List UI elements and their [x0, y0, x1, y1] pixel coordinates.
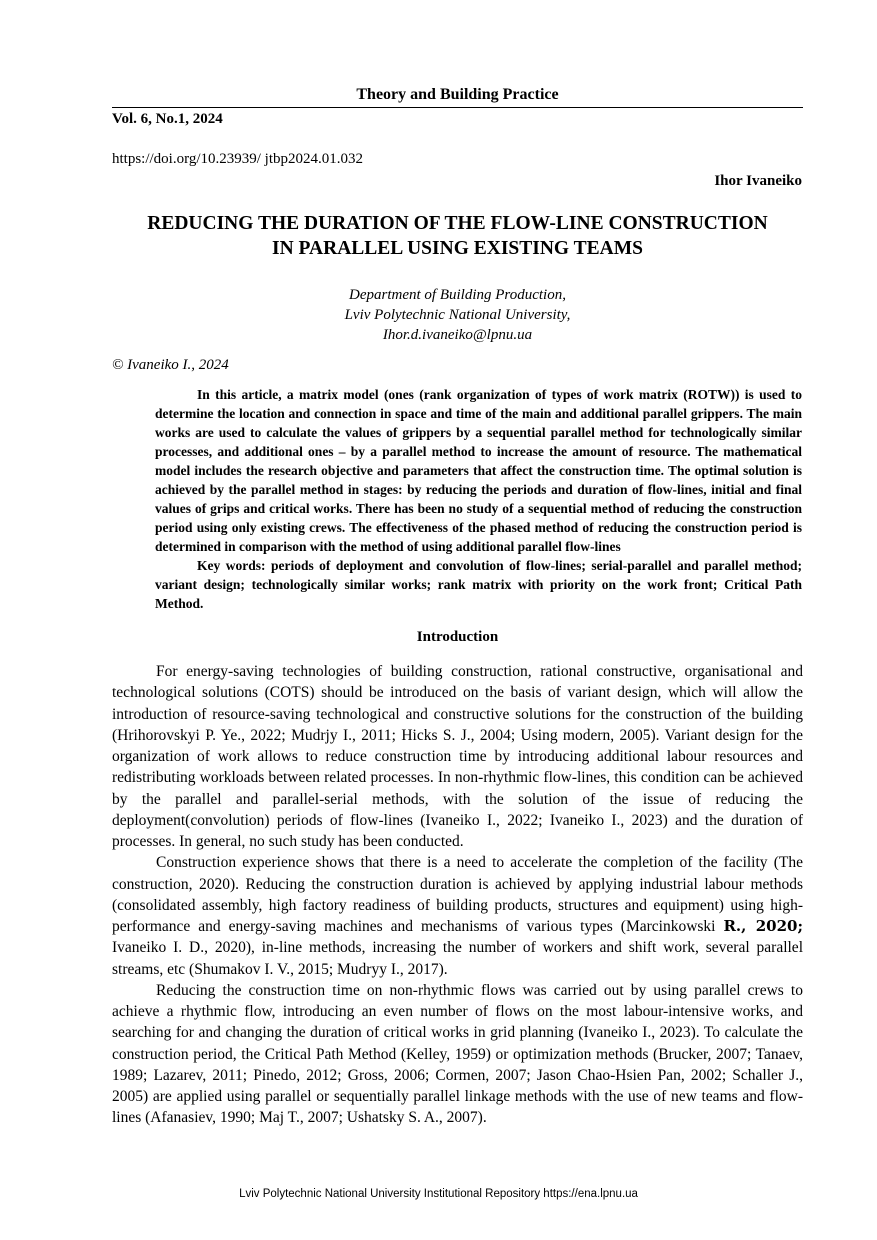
repository-footer: Lviv Polytechnic National University Institutional Repository https://ena.lpnu.ua — [239, 1188, 638, 1200]
paragraph-2-text-a: Construction experience shows that there is a need to accelerate the completion of the facility (The construction, 2020). Reducing the construction duration is achieved by applying industrial labour methods (consolidated assembly, high factory readiness of building products, structures and equipment) using high-performance and energy-saving machines and mechanisms of various types (Marcinkowski — [112, 854, 803, 935]
paragraph-3: Reducing the construction time on non-rhythmic flows was carried out by using parallel crews to achieve a rhythmic flow, introducing an even number of flows on the most labour-intensive works, and searching for and changing the duration of critical works in grid planning (Ivaneiko I., 2023). To calculate the construction period, the Critical Path Method (Kelley, 1959) or optimization methods (Brucker, 2007; Tanaev, 1989; Lazarev, 2011; Pinedo, 2012; Gross, 2006; Cormen, 2007; Jason Chao-Hsien Pan, 2002; Schaller J., 2005) are applied using parallel or sequentially parallel linkage methods with the use of new teams and flow-lines (Afanasiev, 1990; Maj T., 2007; Ushatsky S. A., 2007). — [112, 981, 803, 1127]
paragraph-2-text-b: Ivaneiko I. D., 2020), in-line methods, increasing the number of workers and shift work, several parallel streams, etc (Shumakov I. V., 2015; Mudryy I., 2017). — [112, 939, 803, 978]
section-heading-introduction: Introduction — [416, 629, 499, 645]
article-title-line-1: REDUCING THE DURATION OF THE FLOW-LINE CONSTRUCTION — [147, 213, 768, 234]
article-title — [112, 211, 803, 261]
journal-title: Theory and Building Practice — [356, 86, 559, 103]
affiliation-department: Department of Building Production, — [349, 287, 566, 303]
abstract — [155, 385, 802, 613]
affiliation-university: Lviv Polytechnic National University, — [344, 307, 571, 323]
paragraph-2 — [112, 852, 803, 980]
affiliation — [112, 285, 803, 345]
paragraph-1: For energy-saving technologies of building construction, rational constructive, organisational and technological solutions (COTS) should be introduced on the basis of variant design, which will allow the introduction of resource-saving technological and constructive solutions for the construction of the building (Hrihorovskyi P. Ye., 2022; Mudrjy I., 2011; Hicks S. J., 2004; Using modern, 2005). Variant design for the organization of work allows to reduce construction time by introducing additional labour resources and redistributing workloads between related processes. In non-rhythmic flow-lines, this condition can be achieved by the parallel and parallel-serial methods, with the solution of the issue of reducing the deployment(convolution) periods of flow-lines (Ivaneiko I., 2022; Ivaneiko I., 2023) and the duration of processes. In general, no such study has been conducted. — [112, 663, 803, 850]
paragraph-2-bold-citation: R., 2020; — [723, 917, 803, 935]
author-name: Ihor Ivaneiko — [714, 173, 802, 189]
introduction-body — [112, 661, 803, 1129]
author-email[interactable]: Ihor.d.ivaneiko@lpnu.ua — [382, 327, 533, 343]
abstract-text: In this article, a matrix model (ones (rank organization of types of work matrix (ROTW)) is used to determine the location and connection in space and time of the main and additional parallel grippers. The main works are used to calculate the values of grippers by a sequential parallel method for technologically similar processes, and additional ones – by a parallel method to increase the amount of resource. The mathematical model includes the research objective and parameters that affect the construction time. The optimal solution is achieved by the parallel method in stages: by reducing the periods and duration of flow-lines, initial and final values of grips and critical works. There has been no study of a sequential method of reducing the construction period using only existing crews. The effectiveness of the phased method of reducing the construction period is determined in comparison with the method of using additional parallel flow-lines — [155, 387, 802, 554]
keywords: Key words: periods of deployment and convolution of flow-lines; serial-parallel and parallel method; variant design; technologically similar works; rank matrix with priority on the work front; Critical Path Method. — [155, 558, 802, 611]
doi-link[interactable]: https://doi.org/10.23939/ jtbp2024.01.032 — [112, 151, 363, 167]
copyright-notice: © Ivaneiko I., 2024 — [112, 357, 229, 373]
header-rule — [112, 107, 803, 108]
article-title-line-2: IN PARALLEL USING EXISTING TEAMS — [272, 238, 643, 259]
volume-issue: Vol. 6, No.1, 2024 — [112, 111, 223, 127]
